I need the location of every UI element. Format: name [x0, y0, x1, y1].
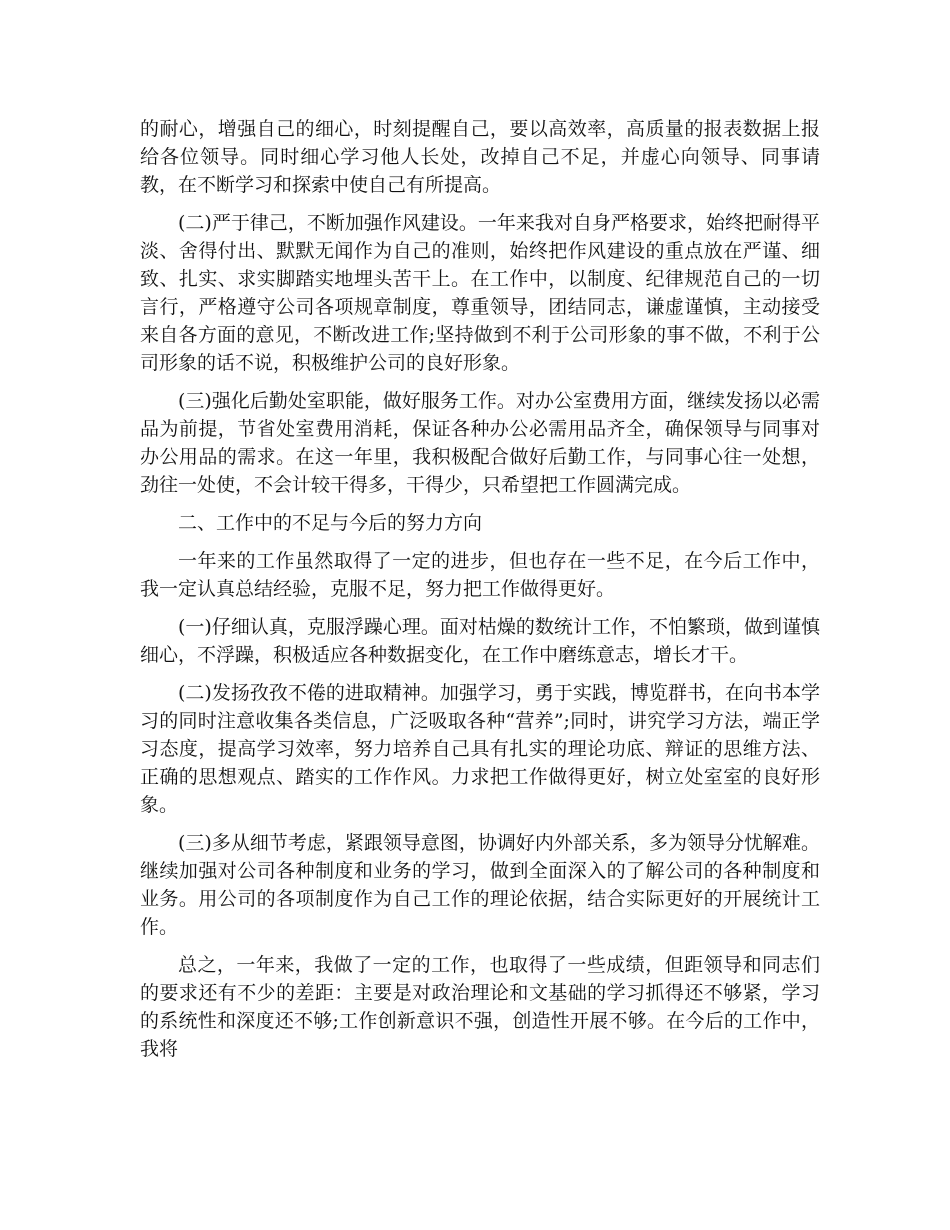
paragraph: (二)严于律己，不断加强作风建设。一年来我对自身严格要求，始终把耐得平淡、舍得付出、默默无闻作为自己的准则，始终把作风建设的重点放在严谨、细致、扎实、求实脚踏实地埋头苦干上。在工作中，以制度、纪律规范自己的一切言行，严格遵守公司各项规章制度，尊重领导，团结同志，谦虚谨慎，主动接受来自各方面的意见，不断改进工作;坚持做到不利于公司形象的事不做，不利于公司形象的话不说，积极维护公司的良好形象。: [140, 212, 820, 374]
paragraph: 一年来的工作虽然取得了一定的进步，但也存在一些不足，在今后工作中，我一定认真总结经验，克服不足，努力把工作做得更好。: [140, 550, 820, 600]
paragraph: (二)发扬孜孜不倦的进取精神。加强学习，勇于实践，博览群书，在向书本学习的同时注意收集各类信息，广泛吸取各种“营养”;同时，讲究学习方法，端正学习态度，提高学习效率，努力培养自己具有扎实的理论功底、辩证的思维方法、正确的思想观点、踏实的工作作风。力求把工作做得更好，树立处室室的良好形象。: [140, 682, 820, 816]
paragraph: 的耐心，增强自己的细心，时刻提醒自己，要以高效率，高质量的报表数据上报给各位领导。同时细心学习他人长处，改掉自己不足，并虚心向领导、同事请教，在不断学习和探索中使自己有所提高。: [140, 118, 820, 196]
paragraph: 总之，一年来，我做了一定的工作，也取得了一些成绩，但距领导和同志们的要求还有不少的差距：主要是对政治理论和文基础的学习抓得还不够紧，学习的系统性和深度还不够;工作创新意识不强，创造性开展不够。在今后的工作中，我将: [140, 954, 820, 1060]
paragraph: (三)多从细节考虑，紧跟领导意图，协调好内外部关系，多为领导分忧解难。继续加强对公司各种制度和业务的学习，做到全面深入的了解公司的各种制度和业务。用公司的各项制度作为自己工作的理论依据，结合实际更好的开展统计工作。: [140, 832, 820, 938]
paragraph: (一)仔细认真，克服浮躁心理。面对枯燥的数统计工作，不怕繁琐，做到谨慎细心，不浮躁，积极适应各种数据变化，在工作中磨练意志，增长才干。: [140, 616, 820, 666]
paragraph: (三)强化后勤处室职能，做好服务工作。对办公室费用方面，继续发扬以必需品为前提，节省处室费用消耗，保证各种办公必需用品齐全，确保领导与同事对办公用品的需求。在这一年里，我积极配合做好后勤工作，与同事心往一处想，劲往一处使，不会计较干得多，干得少，只希望把工作圆满完成。: [140, 390, 820, 496]
document-body: [140, 115, 820, 1073]
section-heading: 二、工作中的不足与今后的努力方向: [178, 512, 483, 534]
